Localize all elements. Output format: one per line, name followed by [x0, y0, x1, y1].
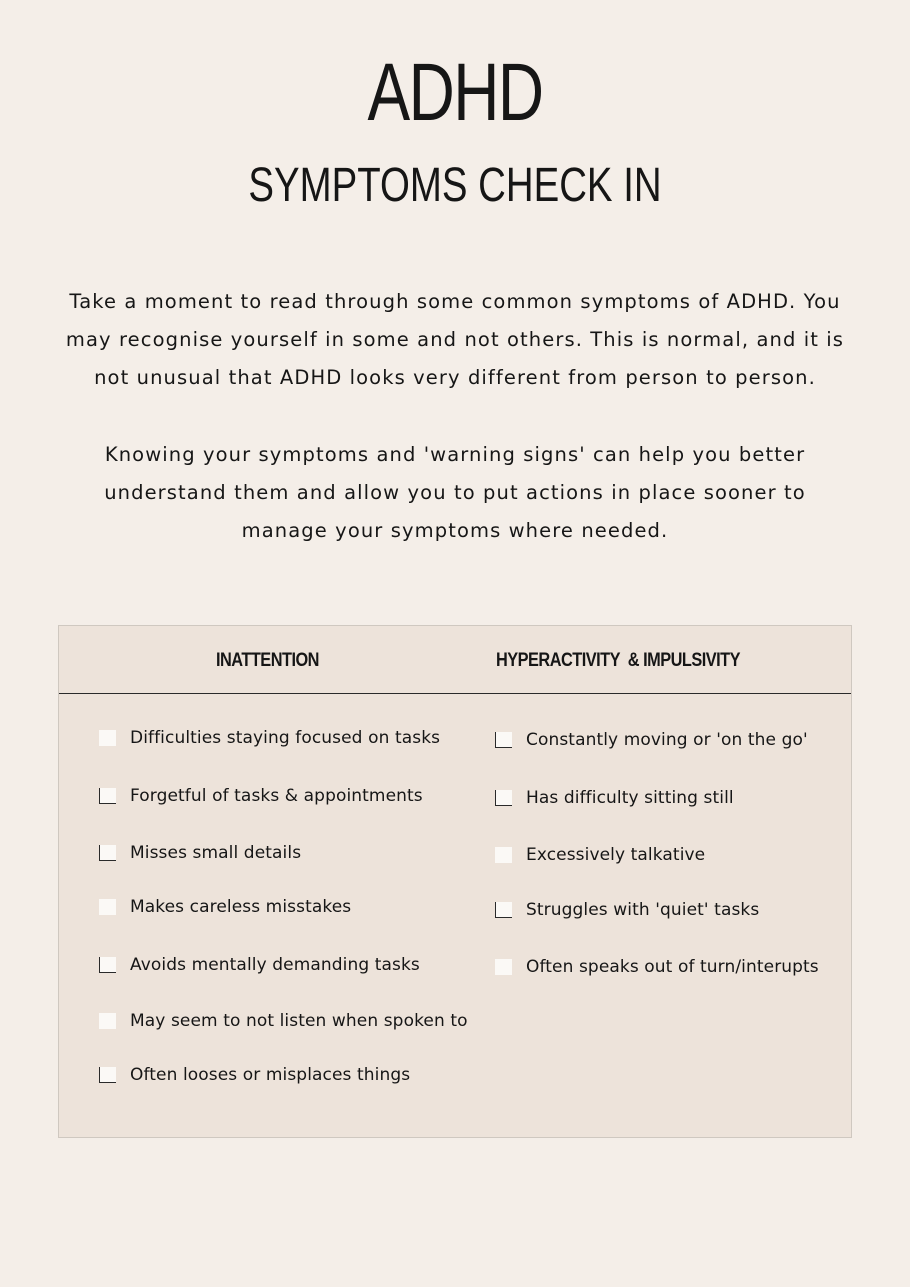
- symptom-item[interactable]: [99, 1009, 468, 1033]
- checkbox[interactable]: [99, 845, 116, 861]
- symptom-item[interactable]: [495, 955, 819, 979]
- page-title: ADHD: [367, 47, 543, 138]
- symptom-item[interactable]: [99, 895, 351, 919]
- symptom-label: Makes careless misstakes: [130, 897, 352, 917]
- symptom-item[interactable]: [495, 728, 808, 752]
- intro-paragraph-1: Take a moment to read through some common symptoms of ADHD. You may recognise yourself in some and not others. This is normal, and it is not unusual that ADHD looks very different from person to person.: [65, 290, 845, 389]
- symptom-label: Often looses or misplaces things: [130, 1065, 411, 1085]
- symptom-label: May seem to not listen when spoken to: [130, 1011, 468, 1031]
- intro-paragraph-2: Knowing your symptoms and 'warning signs' can help you better understand them and allow you to put actions in place sooner to manage your symptoms where needed.: [104, 443, 806, 542]
- symptom-label: Forgetful of tasks & appointments: [130, 786, 423, 806]
- checkbox[interactable]: [99, 957, 116, 973]
- page-subtitle: SYMPTOMS CHECK IN: [248, 159, 662, 212]
- checkbox[interactable]: [495, 847, 512, 863]
- symptom-item[interactable]: [495, 786, 734, 810]
- symptom-label: Excessively talkative: [526, 845, 706, 865]
- column-header-inattention: INATTENTION: [216, 650, 319, 671]
- symptom-item[interactable]: [99, 953, 420, 977]
- symptom-label: Difficulties staying focused on tasks: [130, 728, 441, 748]
- checkbox[interactable]: [99, 730, 116, 746]
- checkbox[interactable]: [99, 1013, 116, 1029]
- symptom-label: Constantly moving or 'on the go': [526, 730, 808, 750]
- symptom-item[interactable]: [495, 843, 705, 867]
- checkbox[interactable]: [99, 899, 116, 915]
- checkbox[interactable]: [495, 732, 512, 748]
- checkbox[interactable]: [99, 788, 116, 804]
- symptom-label: Avoids mentally demanding tasks: [130, 955, 420, 975]
- symptom-label: Misses small details: [130, 843, 302, 863]
- symptom-item[interactable]: [99, 726, 440, 750]
- symptom-item[interactable]: [99, 784, 423, 808]
- checkbox[interactable]: [495, 902, 512, 918]
- symptoms-table: [58, 625, 852, 1138]
- column-header-hyperactivity: HYPERACTIVITY & IMPULSIVITY: [496, 650, 741, 671]
- symptom-item[interactable]: [99, 1063, 410, 1087]
- symptom-label: Has difficulty sitting still: [526, 788, 734, 808]
- header-divider: [59, 693, 851, 694]
- symptom-item[interactable]: [495, 898, 759, 922]
- checkbox[interactable]: [495, 959, 512, 975]
- checkbox[interactable]: [99, 1067, 116, 1083]
- symptom-label: Often speaks out of turn/interupts: [526, 957, 819, 977]
- symptom-item[interactable]: [99, 841, 301, 865]
- symptom-label: Struggles with 'quiet' tasks: [526, 900, 760, 920]
- checkbox[interactable]: [495, 790, 512, 806]
